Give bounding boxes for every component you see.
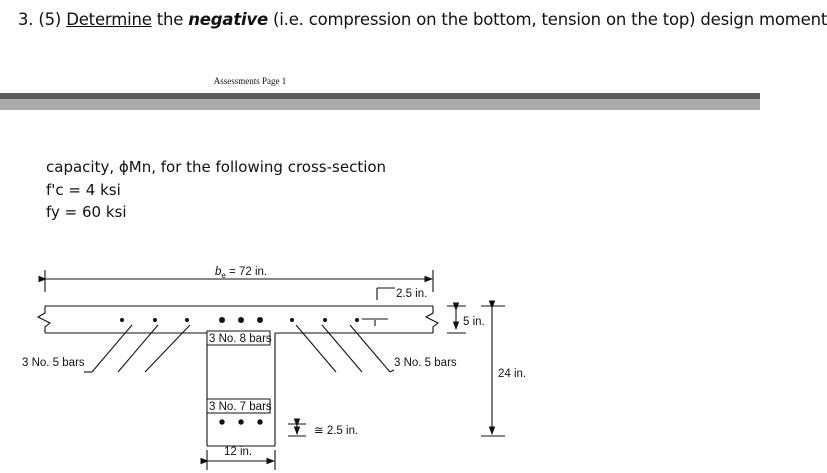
- bottom-bars-label: 3 No. 7 bars: [209, 401, 272, 413]
- right-slab-bars-label: 3 No. 5 bars: [394, 357, 457, 369]
- left-slab-bars-label: 3 No. 5 bars: [22, 357, 85, 369]
- determine-word: Determine: [66, 10, 152, 29]
- bottom-bar-dots: [219, 419, 262, 424]
- cover-bottom-label: ≅ 2.5 in.: [314, 425, 359, 437]
- right-break-symbol: [426, 306, 438, 333]
- slab-thickness-label: 5 in.: [463, 316, 485, 328]
- total-depth-label: 24 in.: [498, 368, 527, 380]
- cover-top-label: 2.5 in.: [396, 288, 428, 300]
- question-rest: (i.e. compression on the bottom, tension on the top) design moment: [268, 10, 827, 29]
- be-label: $b_e = 72$ in.: [215, 266, 268, 280]
- prompt-line-1: capacity, ϕMn, for the following cross-section: [46, 158, 387, 176]
- web-width-label: 12 in.: [224, 446, 253, 458]
- top-web-bars-label: 3 No. 8 bars: [209, 333, 272, 345]
- question-number: 3.: [18, 10, 34, 29]
- question-points: (5): [38, 10, 62, 29]
- page-label: Assessments Page 1: [213, 76, 287, 86]
- top-web-bar-dots: [219, 317, 263, 323]
- prompt-line-3: fy = 60 ksi: [46, 203, 127, 221]
- prompt-line-2: f'c = 4 ksi: [46, 181, 121, 199]
- negative-word: negative: [188, 10, 269, 29]
- left-break-symbol: [38, 306, 50, 333]
- the-word: the: [151, 10, 189, 29]
